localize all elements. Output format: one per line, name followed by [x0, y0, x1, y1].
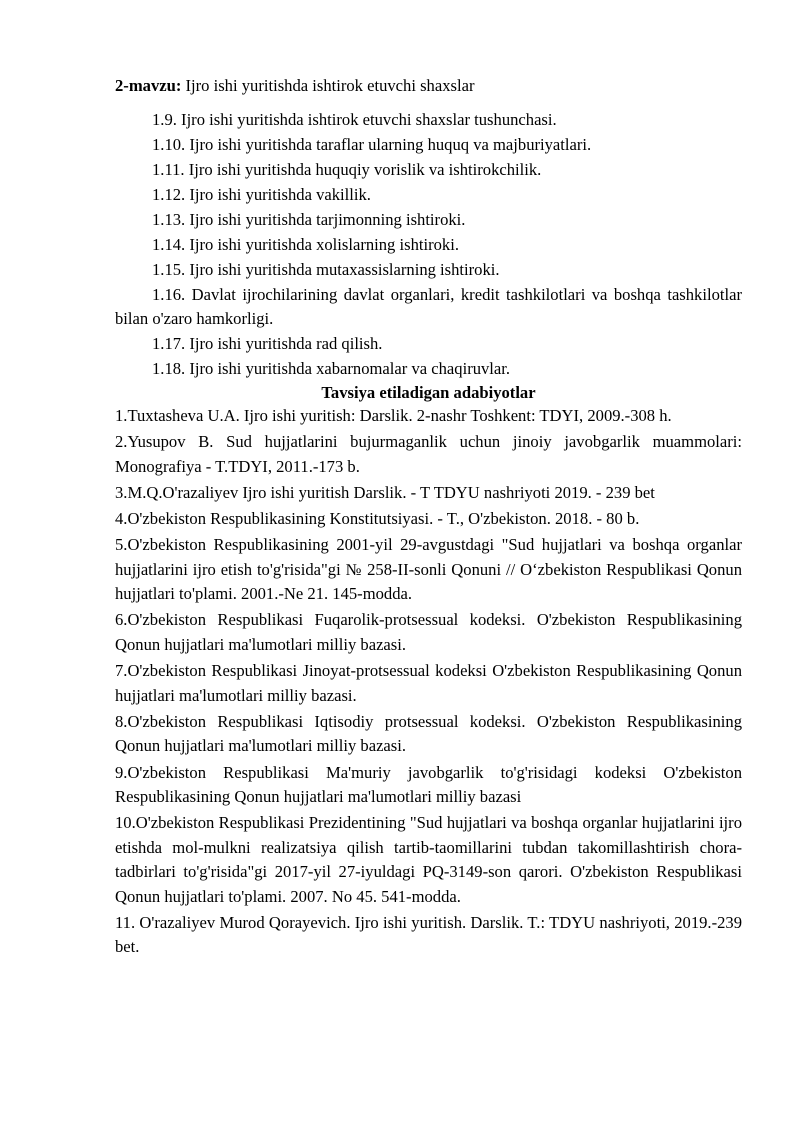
- reference-item: 11. O'razaliyev Murod Qorayevich. Ijro ishi yuritish. Darslik. T.: TDYU nashriyoti, 2019.-239 bet.: [115, 912, 742, 957]
- list-item: 1.15. Ijro ishi yuritishda mutaxassislarning ishtiroki.: [152, 260, 500, 279]
- literature-heading: Tavsiya etiladigan adabiyotlar: [321, 383, 536, 402]
- list-item: 1.14. Ijro ishi yuritishda xolislarning ishtiroki.: [152, 235, 459, 254]
- reference-item: 8.O'zbekiston Respublikasi Iqtisodiy protsessual kodeksi. O'zbekiston Respublikasining Qonun hujjatlari ma'lumotlari milliy bazasi.: [115, 711, 742, 756]
- document-page: [115, 74, 742, 962]
- reference-item: 6.O'zbekiston Respublikasi Fuqarolik-protsessual kodeksi. O'zbekiston Respublikasining Qonun hujjatlari ma'lumotlari milliy bazasi.: [115, 610, 742, 654]
- list-item: 1.16. Davlat ijrochilarining davlat organlari, kredit tashkilotlari va boshqa tashkilotlar bilan o'zaro hamkorligi.: [115, 285, 742, 328]
- reference-item: 1.Tuxtasheva U.A. Ijro ishi yuritish: Darslik. 2-nashr Toshkent: TDYI, 2009.-308 h.: [115, 406, 672, 425]
- reference-item: 2.Yusupov B. Sud hujjatlarini bujurmaganlik uchun jinoiy javobgarlik muammolari: Monografiya - T.TDYI, 2011.-173 b.: [115, 432, 742, 476]
- list-item: 1.17. Ijro ishi yuritishda rad qilish.: [152, 334, 383, 353]
- list-item: 1.10. Ijro ishi yuritishda taraflar ularning huquq va majburiyatlari.: [152, 135, 592, 154]
- topic-label: 2-mavzu:: [115, 76, 182, 95]
- list-item: 1.9. Ijro ishi yuritishda ishtirok etuvchi shaxslar tushunchasi.: [152, 110, 557, 129]
- list-item: 1.12. Ijro ishi yuritishda vakillik.: [152, 185, 371, 204]
- reference-item: 4.O'zbekiston Respublikasining Konstitutsiyasi. - T., O'zbekiston. 2018. - 80 b.: [115, 509, 640, 529]
- list-item: 1.18. Ijro ishi yuritishda xabarnomalar va chaqiruvlar.: [152, 359, 511, 378]
- list-item: 1.13. Ijro ishi yuritishda tarjimonning ishtiroki.: [152, 210, 466, 229]
- topic-heading: [115, 74, 742, 98]
- topic-title: Ijro ishi yuritishda ishtirok etuvchi shaxslar: [181, 76, 475, 95]
- topic-items-list: [115, 108, 742, 381]
- reference-item: 9.O'zbekiston Respublikasi Ma'muriy javobgarlik to'g'risidagi kodeksi O'zbekiston Respublikasining Qonun hujjatlari ma'lumotlari milliy bazasi: [115, 762, 742, 806]
- reference-item: 7.O'zbekiston Respublikasi Jinoyat-protsessual kodeksi O'zbekiston Respublikasining Qonun hujjatlari ma'lumotlari milliy bazasi.: [115, 661, 742, 705]
- list-item: 1.11. Ijro ishi yuritishda huquqiy vorislik va ishtirokchilik.: [152, 160, 542, 179]
- reference-item: 10.O'zbekiston Respublikasi Prezidentining "Sud hujjatlari va boshqa organlar hujjatlarini ijro etishda mol-mulkni realizatsiya qilish tartib-taomillarini tubdan takomillashtirish chora-tadbirlari to'g'risida"gi 2017-yil 27-iyuldagi PQ-3149-son qarori. O'zbekiston Respublikasi Qonun hujjatlari to'plami. 2007. No 45. 541-modda.: [115, 813, 742, 906]
- reference-item: 3.M.Q.O'razaliyev Ijro ishi yuritish Darslik. - T TDYU nashriyoti 2019. - 239 bet: [115, 482, 655, 502]
- references-list: [115, 404, 742, 960]
- reference-item: 5.O'zbekiston Respublikasining 2001-yil 29-avgustdagi "Sud hujjatlari va boshqa organlar hujjatlarini ijro etish to'g'risida"gi № 258-II-sonli Qonuni // O‘zbekiston Respublikasi Qonun hujjatlari to'plami. 2001.-Ne 21. 145-modda.: [115, 535, 742, 604]
